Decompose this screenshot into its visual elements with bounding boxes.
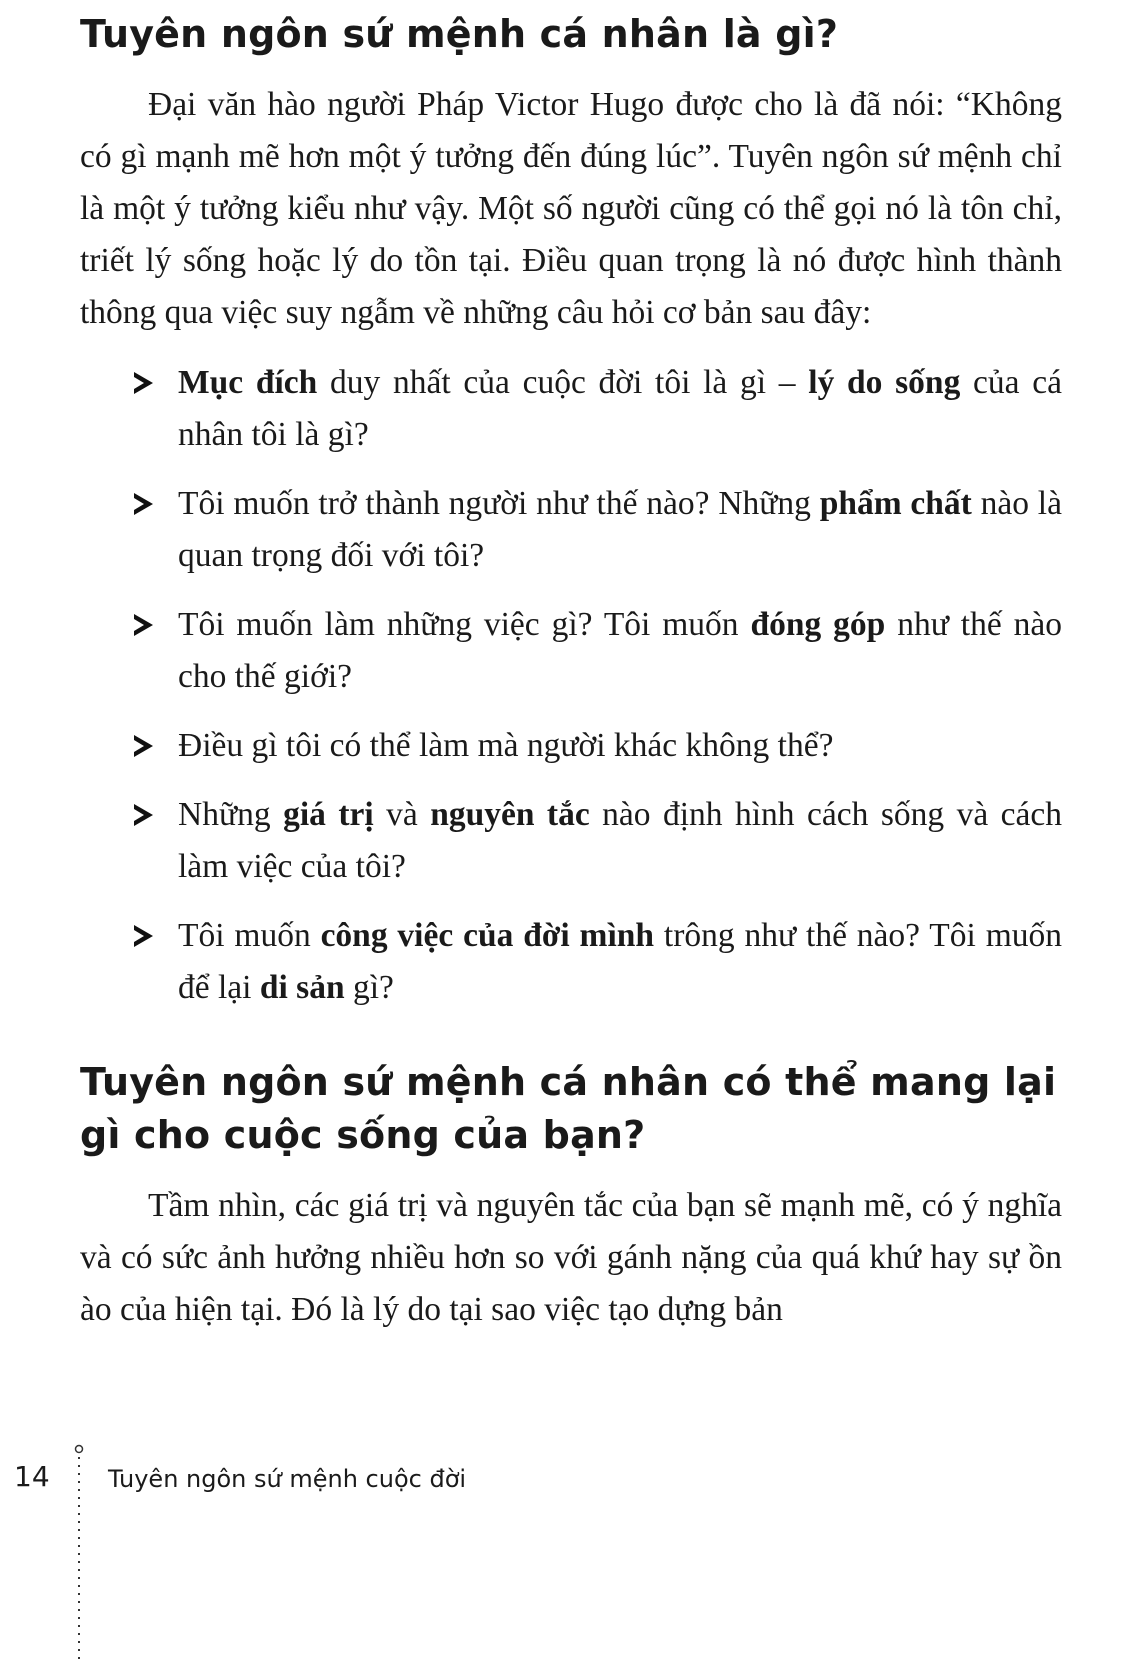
bold-term: công việc của đời mình	[320, 917, 655, 954]
list-text: Tôi muốn trở thành người như thế nào? Những	[178, 485, 820, 522]
list-item-contribution	[80, 599, 1062, 703]
arrow-bullet-icon	[130, 923, 156, 949]
list-text: nào là quan trọng đối với tôi?	[178, 485, 1062, 574]
bold-term: giá trị	[283, 796, 374, 833]
list-text: của cá nhân tôi là gì?	[178, 364, 1062, 453]
list-text: duy nhất của cuộc đời tôi là gì –	[317, 364, 809, 401]
bold-term: phẩm chất	[819, 485, 972, 522]
bold-term: Mục đích	[178, 364, 318, 401]
intro-paragraph: Đại văn hào người Pháp Victor Hugo được cho là đã nói: “Không có gì mạnh mẽ hơn một ý tưởng đến đúng lúc”. Tuyên ngôn sứ mệnh chỉ là một ý tưởng kiểu như vậy. Một số người cũng có thể gọi nó là tôn chỉ, triết lý sống hoặc lý do tồn tại. Điều quan trọng là nó được hình thành thông qua việc suy ngẫm về những câu hỏi cơ bản sau đây:	[80, 86, 1062, 331]
list-text: như thế nào cho thế giới?	[178, 606, 1062, 695]
list-item-legacy	[80, 910, 1062, 1014]
list-text: Tôi muốn làm những việc gì? Tôi muốn	[178, 606, 751, 643]
section-heading-benefits: Tuyên ngôn sứ mệnh cá nhân có thể mang lại gì cho cuộc sống của bạn?	[80, 1060, 1057, 1157]
list-text: và	[373, 796, 431, 833]
arrow-bullet-icon	[130, 733, 156, 759]
list-item-values	[80, 789, 1062, 893]
list-text: Tôi muốn	[178, 917, 321, 954]
list-text: Những	[178, 796, 284, 833]
arrow-bullet-icon	[130, 370, 156, 396]
list-item-purpose	[80, 357, 1062, 461]
list-text: Điều gì tôi có thể làm mà người khác không thể?	[178, 727, 834, 764]
list-item-qualities	[80, 478, 1062, 582]
benefits-paragraph: Tầm nhìn, các giá trị và nguyên tắc của bạn sẽ mạnh mẽ, có ý nghĩa và có sức ảnh hưởng nhiều hơn so với gánh nặng của quá khứ hay sự ồn ào của hiện tại. Đó là lý do tại sao việc tạo dựng bản	[80, 1187, 1062, 1328]
question-list	[80, 357, 1062, 1014]
bold-term: đóng góp	[750, 606, 886, 643]
running-footer-book-title: Tuyên ngôn sứ mệnh cuộc đời	[108, 1465, 467, 1493]
bold-term: di sản	[259, 969, 345, 1006]
page-number: 14	[14, 1460, 50, 1493]
list-text: gì?	[344, 969, 394, 1006]
footer-dotted-divider	[74, 1443, 84, 1662]
list-item-unique-ability	[80, 720, 1062, 772]
list-text: trông như thế nào? Tôi muốn để lại	[178, 917, 1062, 1006]
section-heading-what-is-mission-statement: Tuyên ngôn sứ mệnh cá nhân là gì?	[80, 12, 839, 56]
arrow-bullet-icon	[130, 612, 156, 638]
list-text: nào định hình cách sống và cách làm việc của tôi?	[178, 796, 1062, 885]
bold-term: nguyên tắc	[430, 796, 590, 833]
page-content	[80, 0, 1062, 1336]
arrow-bullet-icon	[130, 802, 156, 828]
bold-term: lý do sống	[808, 364, 961, 401]
arrow-bullet-icon	[130, 491, 156, 517]
